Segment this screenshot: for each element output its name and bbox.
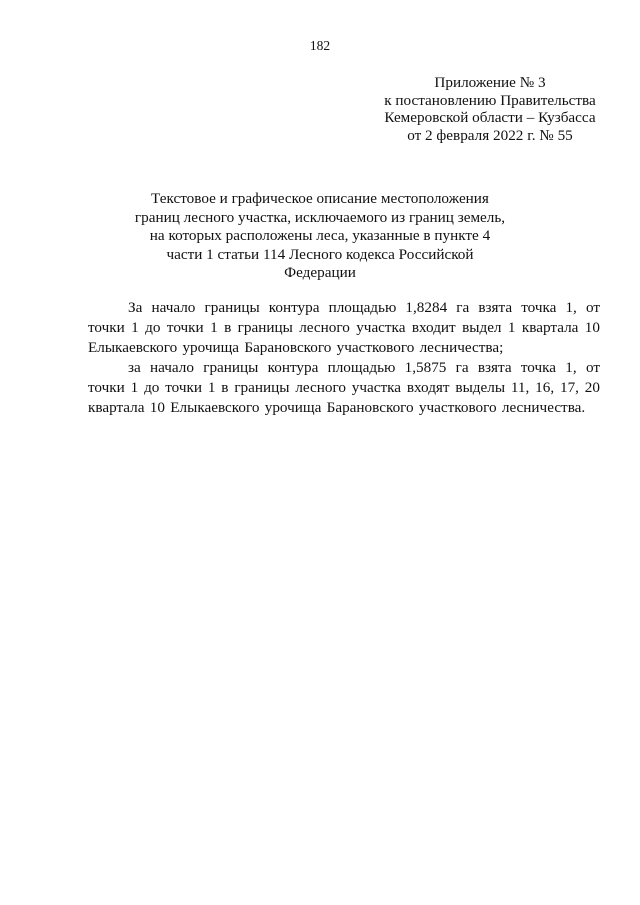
title-line: Текстовое и графическое описание местоположения	[151, 190, 489, 207]
appendix-line: Приложение № 3	[434, 74, 546, 91]
title-line: части 1 статьи 114 Лесного кодекса Российской	[166, 245, 474, 263]
title-line: границ лесного участка, исключаемого из границ земель,	[134, 208, 506, 226]
document-title	[120, 190, 520, 283]
body-paragraph: за начало границы контура площадью 1,5875 га взята точка 1, от точки 1 до точки 1 в границы лесного участка входят выделы 11, 16, 17, 20 квартала 10 Елыкаевского урочища Барановского участкового лесничества.	[88, 359, 600, 416]
title-line: на которых расположены леса, указанные в пункте 4	[149, 227, 491, 244]
appendix-line: от 2 февраля 2022 г. № 55	[407, 126, 573, 144]
page-number: 182	[309, 38, 331, 53]
body-paragraph: За начало границы контура площадью 1,8284 га взята точка 1, от точки 1 до точки 1 в границы лесного участка входит выдел 1 квартала 10 Елыкаевского урочища Барановского участкового лесничества;	[88, 299, 600, 356]
appendix-line: Кемеровской области – Кузбасса	[384, 109, 596, 126]
appendix-block	[380, 74, 600, 144]
appendix-line: к постановлению Правительства	[384, 91, 596, 109]
title-line: Федерации	[284, 264, 356, 281]
body-text	[88, 298, 600, 418]
